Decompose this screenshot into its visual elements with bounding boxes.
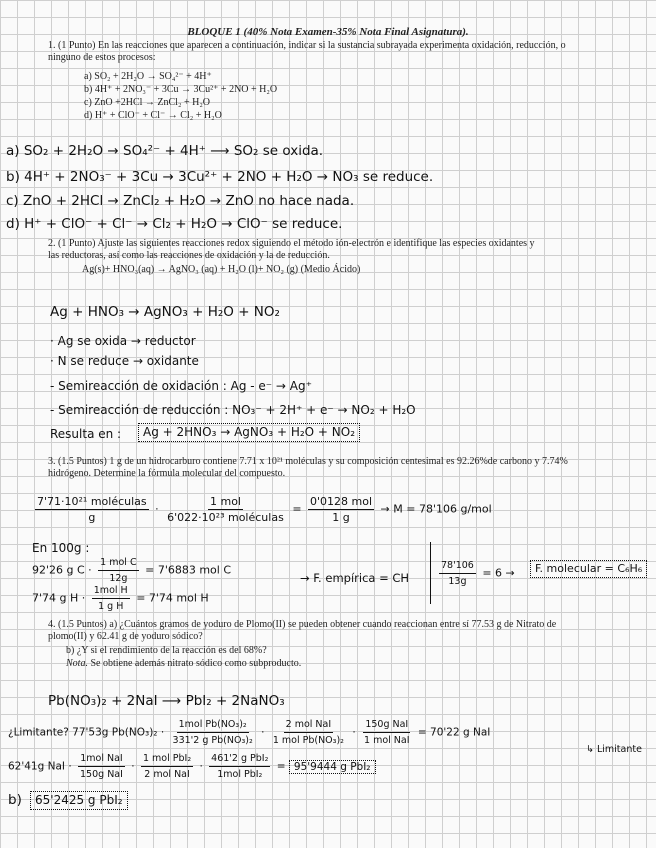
q4-grams-frac-1-num: 1mol NaI bbox=[78, 751, 125, 767]
q3-statement: 3. (1.5 Puntos) 1 g de un hidrocarburo contiene 7.71 x 10²¹ moléculas y su composición centesimal es 92.26%de carbono y 7.74% hidrógeno. Determine la fórmula molecular del compuesto. bbox=[48, 456, 568, 479]
q2-reaction: Ag(s)+ HNO₃(aq) → AgNO₃ (aq) + H₂O (l)+ NO₂ (g) (Medio Ácido) bbox=[82, 264, 361, 275]
q4-b-label: b) bbox=[8, 792, 22, 808]
q3-hydrogen-frac-den: 1 g H bbox=[98, 601, 124, 612]
q3-hydrogen-line bbox=[32, 583, 209, 614]
q4-limit-frac-1-den: 331'2 g Pb(NO₃)₂ bbox=[172, 735, 253, 746]
q4-nota-label: Nota. bbox=[66, 658, 88, 669]
q3-ratio-line bbox=[436, 558, 515, 589]
q4-reaction: Pb(NO₃)₂ + 2NaI ⟶ PbI₂ + 2NaNO₃ bbox=[48, 693, 285, 709]
q3-en100: En 100g : bbox=[32, 541, 90, 555]
q4-nota-text: Se obtiene además nitrato sódico como subproducto. bbox=[87, 658, 302, 669]
q3-divider bbox=[430, 542, 431, 604]
q2-result-box: Ag + 2HNO₃ → AgNO₃ + H₂O + NO₂ bbox=[138, 423, 360, 442]
q4-grams-frac-2-num: 1 mol PbI₂ bbox=[141, 751, 193, 767]
q2-line-2: · Ag se oxida → reductor bbox=[50, 334, 196, 348]
q3-ratio-frac-num: 78'106 bbox=[439, 558, 476, 574]
q4-grams-frac-3 bbox=[209, 751, 270, 782]
q3-frac-avogadro-den: 6'022·10²³ moléculas bbox=[167, 511, 284, 524]
q4-limit-frac-1-num: 1mol Pb(NO₃)₂ bbox=[177, 717, 249, 733]
q2-line-3: · N se reduce → oxidante bbox=[50, 354, 199, 368]
q4-grams-pre: 62'41g NaI · bbox=[8, 760, 72, 773]
q4-limit-frac-2 bbox=[271, 717, 346, 748]
q4-grams-frac-3-num: 461'2 g PbI₂ bbox=[209, 751, 270, 767]
q3-ratio-frac bbox=[439, 558, 476, 589]
q3-hydrogen-post: = 7'74 mol H bbox=[136, 591, 209, 605]
q4-statement: 4. (1.5 Puntos) a) ¿Cuántos gramos de yoduro de Plomo(II) se pueden obtener cuando reaccionan entre sí 77.53 g de Nitrato de plomo(II) y 62.41 g de yoduro sódico? bbox=[48, 619, 557, 642]
q4-limit-result: = 70'22 g NaI bbox=[417, 726, 491, 739]
q1-statement: 1. (1 Punto) En las reacciones que aparecen a continuación, indicar si la sustancia subrayada experimenta oxidación, reducción, o ninguno de estos procesos: bbox=[48, 40, 566, 63]
q3-frac-result-num: 0'0128 mol bbox=[310, 495, 373, 508]
q3-molar-mass: → M = 78'106 g/mol bbox=[380, 502, 492, 516]
q4-grams-frac-3-den: 1mol PbI₂ bbox=[217, 769, 263, 780]
q4-grams-frac-2-den: 2 mol NaI bbox=[144, 769, 190, 780]
q4-limit-frac-3-den: 1 mol NaI bbox=[364, 735, 410, 746]
q4-limit-line: ¿Limitante? 77'53g Pb(NO₃)₂ · $\frac{\text{1mol Pb(NO₃)₂}}{\text{331'2 g Pb(NO₃)₂}}$ · $\frac{\text{2 mol NaI}}{\text{1 mol Pb(NO₃)₂}}$ · $\frac{\text{150g NaI}}{\text{1 mol NaI}}$ = 70'22 g NaI bbox=[8, 719, 491, 746]
q3-ratio-post: = 6 → bbox=[482, 566, 515, 580]
q3-carbon-frac-num: 1 mol C bbox=[98, 555, 138, 571]
page-title: BLOQUE 1 (40% Nota Examen-35% Nota Final Asignatura). bbox=[187, 26, 469, 38]
q2-line-5: - Semireacción de reducción : NO₃⁻ + 2H⁺ + e⁻ → NO₂ + H₂O bbox=[50, 403, 416, 417]
q3-empirica: → F. empírica = CH bbox=[300, 571, 410, 585]
q3-carbon-pre: 92'26 g C · bbox=[32, 563, 92, 577]
q1-answer-c: c) ZnO + 2HCl → ZnCl₂ + H₂O → ZnO no hace nada. bbox=[6, 193, 355, 209]
q3-ratio-frac-den: 13g bbox=[448, 576, 467, 587]
q3-carbon-post: = 7'6883 mol C bbox=[145, 563, 232, 577]
q3-frac-molecules-num: 7'71·10²¹ moléculas bbox=[37, 495, 147, 508]
q3-frac-molecules-den: g bbox=[88, 511, 96, 524]
q1-item-d: d) H⁺ + ClO⁻ + Cl⁻ → Cl₂ + H₂O bbox=[84, 110, 222, 121]
q4-grams-frac-2 bbox=[141, 751, 193, 782]
q4-limit-frac-3 bbox=[362, 717, 412, 748]
q4-grams-result-box: 95'9444 g PbI₂ bbox=[289, 760, 376, 774]
q4-b-statement: b) ¿Y si el rendimiento de la reacción es del 68%? bbox=[66, 645, 267, 656]
q1-item-c: c) ZnO +2HCl → ZnCl₂ + H₂O bbox=[84, 97, 211, 108]
q1-answer-b: b) 4H⁺ + 2NO₃⁻ + 3Cu → 3Cu²⁺ + 2NO + H₂O → NO₃ se reduce. bbox=[6, 169, 434, 185]
q2-statement: 2. (1 Punto) Ajuste las siguientes reacciones redox siguiendo el método ión-electrón e identifique las especies oxidantes y las reductoras, así como las reacciones de oxidación y la de reducción. bbox=[48, 238, 535, 261]
q4-limit-pre: ¿Limitante? 77'53g Pb(NO₃)₂ · bbox=[8, 726, 165, 739]
q4-limit-frac-2-den: 1 mol Pb(NO₃)₂ bbox=[272, 735, 344, 746]
q3-frac-molecules bbox=[35, 494, 149, 525]
q3-molecular-box: F. molecular = C₆H₆ bbox=[530, 560, 647, 578]
q4-limit-frac-2-num: 2 mol NaI bbox=[284, 717, 334, 733]
q3-carbon-frac-den: 12g bbox=[109, 573, 128, 584]
q4-grams-frac-1 bbox=[78, 751, 125, 782]
q1-answer-a: a) SO₂ + 2H₂O → SO₄²⁻ + 4H⁺ ⟶ SO₂ se oxida. bbox=[6, 143, 324, 159]
q3-frac-result bbox=[308, 494, 374, 525]
q3-frac-avogadro bbox=[165, 494, 286, 525]
q4-nota bbox=[66, 658, 301, 670]
q3-hydrogen-frac-num: 1mol H bbox=[92, 583, 130, 599]
q3-frac-result-den: 1 g bbox=[332, 511, 350, 524]
q3-carbon-line bbox=[32, 555, 231, 586]
q3-hydrogen-pre: 7'74 g H · bbox=[32, 591, 86, 605]
q3-calc-line: $\frac{\text{7'71·10²¹ moléculas}}{g}$ · $\frac{\text{1 mol}}{\text{6'022·10²³ moléculas}}$ = $\frac{\text{0'0128 mol}}{1 g}$ → M = 78'106 g/mol bbox=[37, 495, 492, 524]
q3-frac-avogadro-num: 1 mol bbox=[209, 495, 241, 508]
q4-grams-frac-1-den: 150g NaI bbox=[80, 769, 123, 780]
q3-carbon-frac bbox=[98, 555, 138, 586]
q2-line-4: - Semireacción de oxidación : Ag - e⁻ → Ag⁺ bbox=[50, 379, 312, 393]
q1-answer-d: d) H⁺ + ClO⁻ + Cl⁻ → Cl₂ + H₂O → ClO⁻ se reduce. bbox=[6, 216, 343, 232]
q4-limit-frac-1 bbox=[171, 717, 255, 748]
q2-line-1: Ag + HNO₃ → AgNO₃ + H₂O + NO₂ bbox=[50, 304, 280, 320]
q1-item-b: b) 4H⁺ + 2NO₃⁻ + 3Cu → 3Cu²⁺ + 2NO + H₂O bbox=[84, 84, 278, 95]
q4-b-result-box: 65'2425 g PbI₂ bbox=[30, 791, 128, 810]
q4-limit-note: ↳ Limitante bbox=[586, 744, 642, 755]
q3-hydrogen-frac bbox=[92, 583, 130, 614]
q2-result-label: Resulta en : bbox=[50, 427, 122, 441]
q4-limit-frac-3-num: 150g NaI bbox=[363, 717, 410, 733]
q1-item-a: a) SO₂ + 2H₂O → SO₄²⁻ + 4H⁺ bbox=[84, 71, 212, 82]
q4-grams-line: 62'41g NaI · $\frac{\text{1mol NaI}}{\text{150g NaI}}$ · $\frac{\text{1 mol PbI₂}}{\text{2 mol NaI}}$ · $\frac{\text{461'2 g PbI₂}}{\text{1mol PbI₂}}$ = 95'9444 g PbI₂ bbox=[8, 751, 376, 782]
